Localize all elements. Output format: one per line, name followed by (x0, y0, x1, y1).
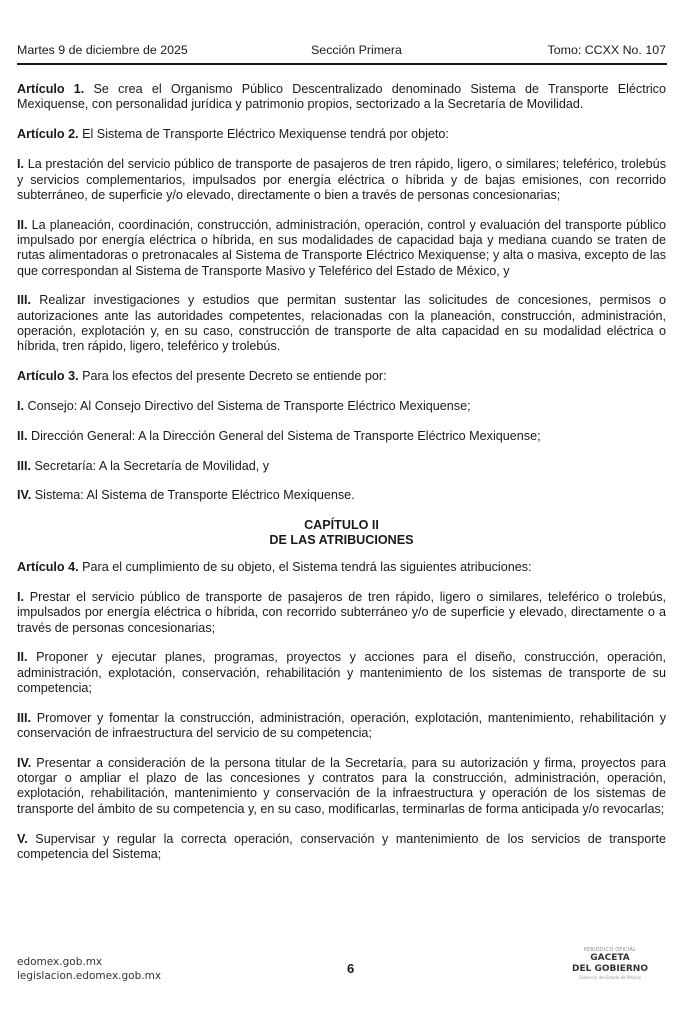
document-body (17, 82, 666, 877)
list-item: I. Prestar el servicio público de transporte de pasajeros de tren rápido, ligero o similares, teleférico o trolebús, impulsados por energía eléctrica o híbrida, con recorrido subterráneo y/o de superficie y elevado, directamente o a través de personas concesionarias; (17, 589, 666, 635)
article-label: Artículo 1. (17, 82, 85, 96)
article-label: Artículo 4. (17, 560, 79, 575)
list-item: II. Proponer y ejecutar planes, programas, proyectos y acciones para el diseño, construcción, operación, administración, explotación, conservación, rehabilitación y mantenimiento de los sistemas de transporte de su competencia; (17, 650, 666, 695)
list-item: V. Supervisar y regular la correcta operación, conservación y mantenimiento de los servicios de transporte competencia del Sistema; (17, 831, 666, 861)
list-item: IV. Presentar a consideración de la persona titular de la Secretaría, para su autorización y firma, proyectos para otorgar o ampliar el plazo de las concesiones y contratos para la construcción, administración, operación, explotación, rehabilitación, mantenimiento y conservación de la infraestructura y operación de los sistemas de transporte del ámbito de su competencia y, en su caso, modificarlas, terminarlas de forma anticipada y/o revocarlas; (17, 755, 666, 816)
article-label: Artículo 2. (17, 127, 79, 142)
list-item: II. Dirección General: A la Dirección General del Sistema de Transporte Eléctrico Mexiquense; (17, 428, 541, 443)
page-number: 6 (347, 961, 355, 976)
article-3: Artículo 3. Para los efectos del presente Decreto se entiende por: (17, 369, 387, 384)
header-section: Sección Primera (311, 43, 402, 57)
chapter-number: CAPÍTULO II (304, 518, 379, 533)
page-footer (17, 947, 666, 995)
footer-link-edomex[interactable]: edomex.gob.mx (17, 956, 103, 968)
list-item: IV. Sistema: Al Sistema de Transporte Eléctrico Mexiquense. (17, 488, 355, 503)
list-item: III. Secretaría: A la Secretaría de Movilidad, y (17, 458, 270, 473)
list-item: III. Realizar investigaciones y estudios que permitan sustentar las solicitudes de concesiones, permisos o autorizaciones ante las autoridades competentes, relacionadas con la planeación, construcción, administración, operación, explotación y, en su caso, construcción de transporte de alta capacidad en su modalidad eléctrica o híbrida, tren rápido, ligero, teleférico y trolebús. (17, 293, 666, 354)
article-1: Artículo 1. Se crea el Organismo Público Descentralizado denominado Sistema de Transporte Eléctrico Mexiquense, con personalidad jurídica y patrimonio propios, sectorizado a la Secretaría de Movilidad. (17, 82, 666, 112)
page-header (17, 42, 666, 58)
article-label: Artículo 3. (17, 369, 79, 384)
article-4: Artículo 4. Para el cumplimiento de su objeto, el Sistema tendrá las siguientes atribuciones: (17, 560, 532, 575)
footer-link-legislacion[interactable]: legislacion.edomex.gob.mx (17, 970, 162, 982)
gaceta-logo: PERIÓDICO OFICIAL GACETA DEL GOBIERNO Gobierno del Estado de México (572, 947, 648, 980)
header-date: Martes 9 de diciembre de 2025 (17, 43, 188, 57)
header-rule (17, 63, 667, 65)
article-2: Artículo 2. El Sistema de Transporte Eléctrico Mexiquense tendrá por objeto: (17, 127, 449, 142)
list-item: III. Promover y fomentar la construcción, administración, operación, explotación, mantenimiento, rehabilitación y conservación de infraestructura del servicio de su competencia; (17, 710, 666, 741)
chapter-title: DE LAS ATRIBUCIONES (269, 533, 414, 548)
header-volume: Tomo: CCXX No. 107 (547, 43, 666, 57)
list-item: II. La planeación, coordinación, construcción, administración, operación, control y evaluación del transporte público impulsado por energía eléctrica o híbrida, en sus modalidades de capacidad baja y mediana cuando se traten de rutas alimentadoras o pretronacales al Sistema de Transporte Eléctrico Mexiquense; y alta o masiva, excepto de las que correspondan al Sistema de Transporte Masivo y Teleférico del Estado de México, y (17, 217, 666, 278)
list-item: I. Consejo: Al Consejo Directivo del Sistema de Transporte Eléctrico Mexiquense; (17, 398, 471, 413)
list-item: I. La prestación del servicio público de transporte de pasajeros de tren rápido, ligero, o similares; teleférico, trolebús y servicios complementarios, impulsados por energía eléctrica o híbrida y de bajas emisiones, con recorrido subterráneo, de superficie y/o elevado, directamente o bien a través de personas concesionarias; (17, 157, 666, 202)
footer-links (17, 955, 161, 983)
chapter-heading (17, 518, 666, 548)
